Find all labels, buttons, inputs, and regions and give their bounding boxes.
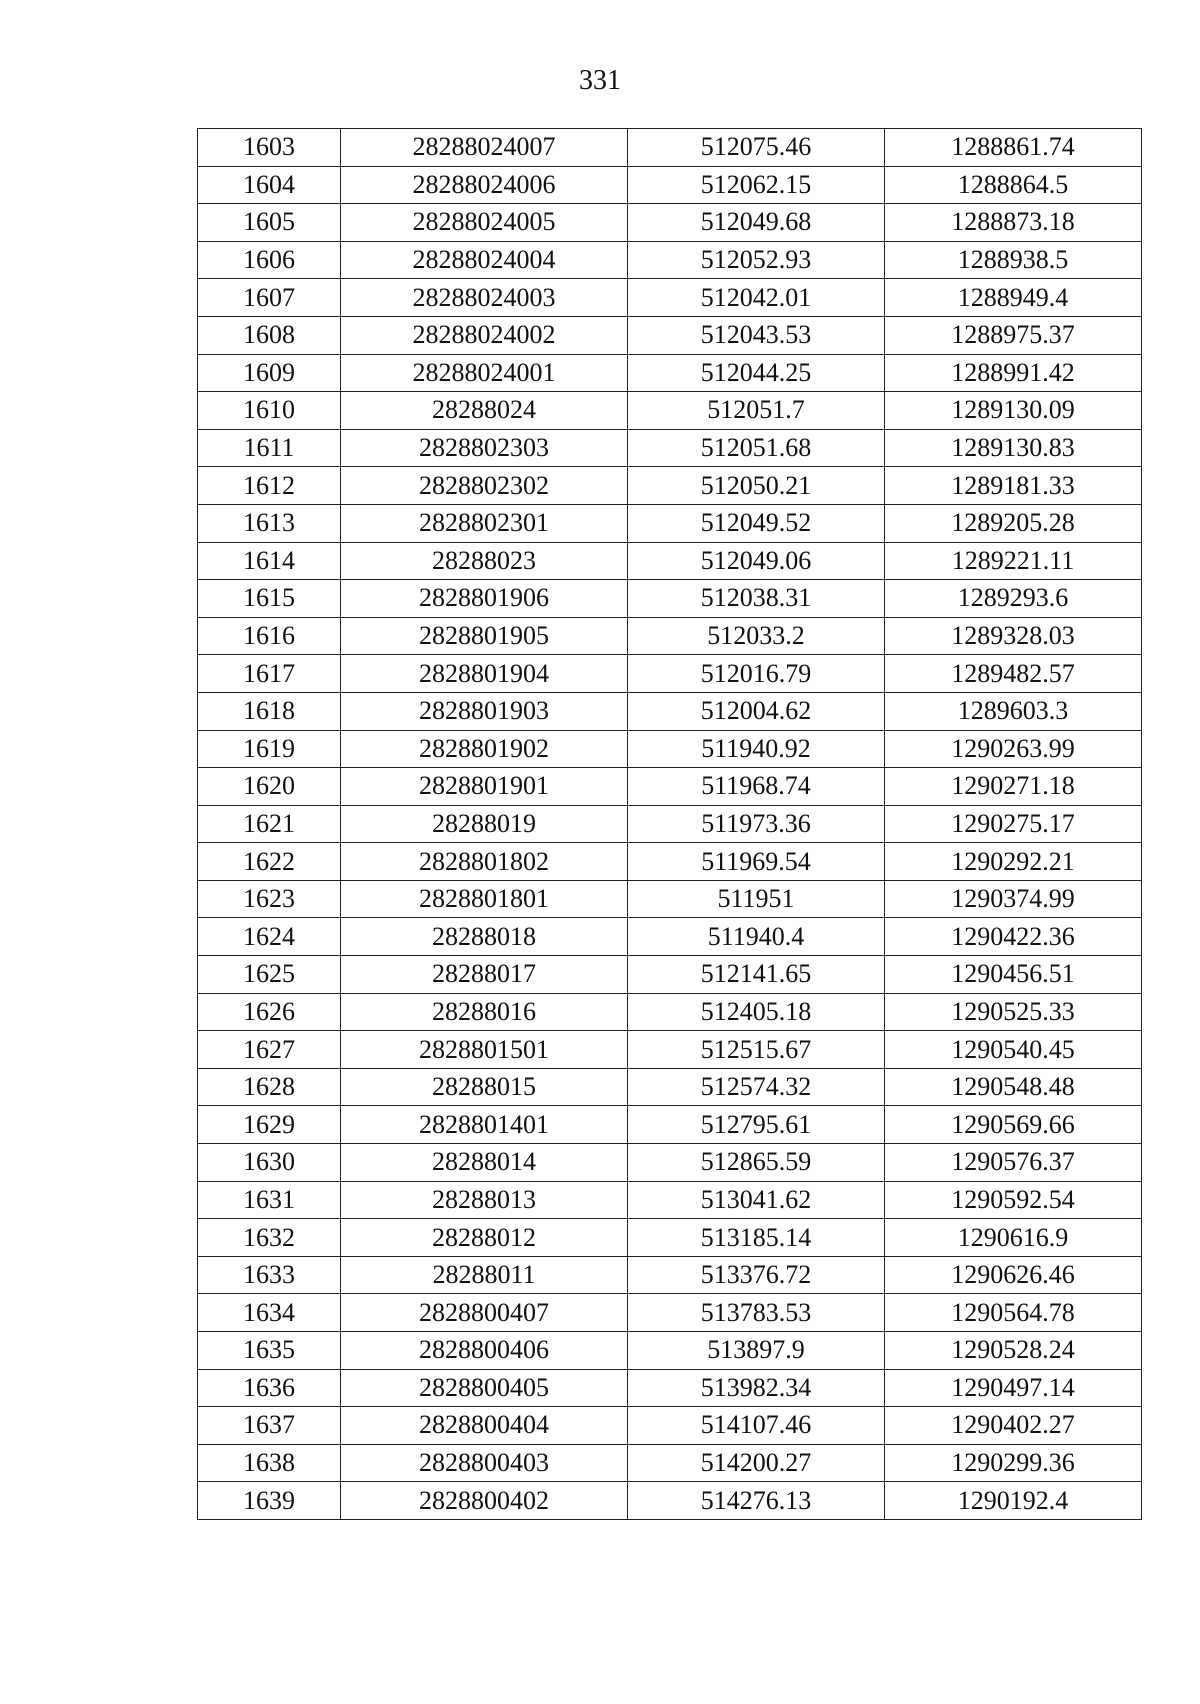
point-number-cell: 1626 [198, 993, 341, 1031]
table-row [198, 1106, 1142, 1144]
y-coordinate-cell: 1290540.45 [885, 1031, 1142, 1069]
page-number: 331 [579, 65, 621, 96]
x-coordinate-cell: 512038.31 [628, 580, 885, 618]
x-coordinate-cell: 512075.46 [628, 129, 885, 167]
table-row [198, 354, 1142, 392]
table-row [198, 542, 1142, 580]
y-coordinate-cell: 1289221.11 [885, 542, 1142, 580]
x-coordinate-cell: 511968.74 [628, 768, 885, 806]
x-coordinate-cell: 512405.18 [628, 993, 885, 1031]
x-coordinate-cell: 512004.62 [628, 692, 885, 730]
point-number-cell: 1607 [198, 279, 341, 317]
x-coordinate-cell: 512049.68 [628, 204, 885, 242]
point-number-cell: 1628 [198, 1068, 341, 1106]
table-row [198, 843, 1142, 881]
point-number-cell: 1612 [198, 467, 341, 505]
y-coordinate-cell: 1290422.36 [885, 918, 1142, 956]
table-row [198, 993, 1142, 1031]
point-id-cell: 2828802302 [341, 467, 628, 505]
point-number-cell: 1629 [198, 1106, 341, 1144]
point-id-cell: 28288024004 [341, 241, 628, 279]
point-number-cell: 1630 [198, 1144, 341, 1182]
point-id-cell: 2828800407 [341, 1294, 628, 1332]
point-id-cell: 28288024003 [341, 279, 628, 317]
point-id-cell: 2828800402 [341, 1482, 628, 1520]
point-id-cell: 2828800406 [341, 1332, 628, 1370]
y-coordinate-cell: 1290626.46 [885, 1256, 1142, 1294]
y-coordinate-cell: 1289181.33 [885, 467, 1142, 505]
point-id-cell: 2828802303 [341, 429, 628, 467]
point-number-cell: 1604 [198, 166, 341, 204]
table-row [198, 429, 1142, 467]
x-coordinate-cell: 511951 [628, 880, 885, 918]
point-number-cell: 1619 [198, 730, 341, 768]
point-id-cell: 2828801802 [341, 843, 628, 881]
point-id-cell: 28288024005 [341, 204, 628, 242]
table-row [198, 918, 1142, 956]
x-coordinate-cell: 511973.36 [628, 805, 885, 843]
point-number-cell: 1625 [198, 956, 341, 994]
x-coordinate-cell: 512049.52 [628, 504, 885, 542]
point-number-cell: 1624 [198, 918, 341, 956]
y-coordinate-cell: 1288949.4 [885, 279, 1142, 317]
table-row [198, 467, 1142, 505]
y-coordinate-cell: 1290263.99 [885, 730, 1142, 768]
y-coordinate-cell: 1290275.17 [885, 805, 1142, 843]
table-row [198, 692, 1142, 730]
point-id-cell: 28288019 [341, 805, 628, 843]
point-number-cell: 1605 [198, 204, 341, 242]
y-coordinate-cell: 1289603.3 [885, 692, 1142, 730]
table-row [198, 1444, 1142, 1482]
point-number-cell: 1639 [198, 1482, 341, 1520]
table-row [198, 241, 1142, 279]
y-coordinate-cell: 1288975.37 [885, 316, 1142, 354]
point-id-cell: 28288016 [341, 993, 628, 1031]
y-coordinate-cell: 1290299.36 [885, 1444, 1142, 1482]
coordinates-table [197, 128, 1142, 1520]
point-number-cell: 1627 [198, 1031, 341, 1069]
x-coordinate-cell: 512051.7 [628, 392, 885, 430]
point-number-cell: 1614 [198, 542, 341, 580]
table-row [198, 1407, 1142, 1445]
point-number-cell: 1620 [198, 768, 341, 806]
y-coordinate-cell: 1290292.21 [885, 843, 1142, 881]
table-row [198, 1294, 1142, 1332]
point-number-cell: 1638 [198, 1444, 341, 1482]
point-number-cell: 1609 [198, 354, 341, 392]
y-coordinate-cell: 1288938.5 [885, 241, 1142, 279]
y-coordinate-cell: 1290569.66 [885, 1106, 1142, 1144]
point-id-cell: 2828801905 [341, 617, 628, 655]
x-coordinate-cell: 512795.61 [628, 1106, 885, 1144]
x-coordinate-cell: 512865.59 [628, 1144, 885, 1182]
y-coordinate-cell: 1288861.74 [885, 129, 1142, 167]
x-coordinate-cell: 512044.25 [628, 354, 885, 392]
point-id-cell: 2828800403 [341, 1444, 628, 1482]
y-coordinate-cell: 1290616.9 [885, 1219, 1142, 1257]
point-number-cell: 1617 [198, 655, 341, 693]
point-id-cell: 2828802301 [341, 504, 628, 542]
x-coordinate-cell: 512062.15 [628, 166, 885, 204]
table-row [198, 504, 1142, 542]
x-coordinate-cell: 513783.53 [628, 1294, 885, 1332]
y-coordinate-cell: 1289482.57 [885, 655, 1142, 693]
point-number-cell: 1618 [198, 692, 341, 730]
x-coordinate-cell: 513185.14 [628, 1219, 885, 1257]
x-coordinate-cell: 512574.32 [628, 1068, 885, 1106]
point-number-cell: 1636 [198, 1369, 341, 1407]
point-id-cell: 28288024006 [341, 166, 628, 204]
x-coordinate-cell: 512042.01 [628, 279, 885, 317]
y-coordinate-cell: 1290564.78 [885, 1294, 1142, 1332]
x-coordinate-cell: 514200.27 [628, 1444, 885, 1482]
table-row [198, 880, 1142, 918]
table-row [198, 1219, 1142, 1257]
point-id-cell: 28288015 [341, 1068, 628, 1106]
point-id-cell: 2828801501 [341, 1031, 628, 1069]
point-id-cell: 28288024002 [341, 316, 628, 354]
y-coordinate-cell: 1290548.48 [885, 1068, 1142, 1106]
y-coordinate-cell: 1290374.99 [885, 880, 1142, 918]
y-coordinate-cell: 1288991.42 [885, 354, 1142, 392]
table-row [198, 655, 1142, 693]
point-id-cell: 2828801901 [341, 768, 628, 806]
table-row [198, 730, 1142, 768]
y-coordinate-cell: 1290192.4 [885, 1482, 1142, 1520]
table-row [198, 316, 1142, 354]
table-row [198, 580, 1142, 618]
x-coordinate-cell: 512051.68 [628, 429, 885, 467]
table-row [198, 1256, 1142, 1294]
point-id-cell: 28288011 [341, 1256, 628, 1294]
x-coordinate-cell: 513897.9 [628, 1332, 885, 1370]
point-id-cell: 2828801904 [341, 655, 628, 693]
point-id-cell: 2828801906 [341, 580, 628, 618]
point-number-cell: 1631 [198, 1181, 341, 1219]
point-id-cell: 28288023 [341, 542, 628, 580]
table-row [198, 392, 1142, 430]
point-number-cell: 1611 [198, 429, 341, 467]
y-coordinate-cell: 1290576.37 [885, 1144, 1142, 1182]
point-number-cell: 1603 [198, 129, 341, 167]
y-coordinate-cell: 1290271.18 [885, 768, 1142, 806]
point-number-cell: 1615 [198, 580, 341, 618]
point-number-cell: 1606 [198, 241, 341, 279]
x-coordinate-cell: 512052.93 [628, 241, 885, 279]
table-row [198, 956, 1142, 994]
x-coordinate-cell: 512016.79 [628, 655, 885, 693]
point-number-cell: 1608 [198, 316, 341, 354]
point-id-cell: 28288014 [341, 1144, 628, 1182]
table-row [198, 1144, 1142, 1182]
point-number-cell: 1623 [198, 880, 341, 918]
table-row [198, 1482, 1142, 1520]
y-coordinate-cell: 1290497.14 [885, 1369, 1142, 1407]
point-number-cell: 1632 [198, 1219, 341, 1257]
table-row [198, 805, 1142, 843]
point-id-cell: 2828801801 [341, 880, 628, 918]
x-coordinate-cell: 511969.54 [628, 843, 885, 881]
table-row [198, 1181, 1142, 1219]
table-row [198, 129, 1142, 167]
table-row [198, 768, 1142, 806]
point-id-cell: 28288018 [341, 918, 628, 956]
point-id-cell: 28288017 [341, 956, 628, 994]
y-coordinate-cell: 1290525.33 [885, 993, 1142, 1031]
point-number-cell: 1610 [198, 392, 341, 430]
x-coordinate-cell: 514107.46 [628, 1407, 885, 1445]
point-number-cell: 1613 [198, 504, 341, 542]
y-coordinate-cell: 1290592.54 [885, 1181, 1142, 1219]
y-coordinate-cell: 1289328.03 [885, 617, 1142, 655]
x-coordinate-cell: 512050.21 [628, 467, 885, 505]
point-number-cell: 1622 [198, 843, 341, 881]
point-id-cell: 28288013 [341, 1181, 628, 1219]
x-coordinate-cell: 513041.62 [628, 1181, 885, 1219]
table-row [198, 279, 1142, 317]
x-coordinate-cell: 513376.72 [628, 1256, 885, 1294]
x-coordinate-cell: 511940.4 [628, 918, 885, 956]
y-coordinate-cell: 1290402.27 [885, 1407, 1142, 1445]
y-coordinate-cell: 1289293.6 [885, 580, 1142, 618]
y-coordinate-cell: 1289130.83 [885, 429, 1142, 467]
point-number-cell: 1634 [198, 1294, 341, 1332]
table-row [198, 1332, 1142, 1370]
point-number-cell: 1637 [198, 1407, 341, 1445]
x-coordinate-cell: 513982.34 [628, 1369, 885, 1407]
point-number-cell: 1621 [198, 805, 341, 843]
table-row [198, 1369, 1142, 1407]
y-coordinate-cell: 1288864.5 [885, 166, 1142, 204]
x-coordinate-cell: 512141.65 [628, 956, 885, 994]
point-number-cell: 1635 [198, 1332, 341, 1370]
x-coordinate-cell: 511940.92 [628, 730, 885, 768]
table-row [198, 166, 1142, 204]
y-coordinate-cell: 1289205.28 [885, 504, 1142, 542]
point-id-cell: 2828801902 [341, 730, 628, 768]
table-row [198, 204, 1142, 242]
y-coordinate-cell: 1289130.09 [885, 392, 1142, 430]
y-coordinate-cell: 1290456.51 [885, 956, 1142, 994]
x-coordinate-cell: 512043.53 [628, 316, 885, 354]
table-row [198, 1068, 1142, 1106]
point-id-cell: 2828800404 [341, 1407, 628, 1445]
point-id-cell: 28288012 [341, 1219, 628, 1257]
point-id-cell: 28288024007 [341, 129, 628, 167]
point-number-cell: 1633 [198, 1256, 341, 1294]
table-row [198, 1031, 1142, 1069]
x-coordinate-cell: 512033.2 [628, 617, 885, 655]
y-coordinate-cell: 1290528.24 [885, 1332, 1142, 1370]
x-coordinate-cell: 512049.06 [628, 542, 885, 580]
point-id-cell: 28288024 [341, 392, 628, 430]
point-id-cell: 2828800405 [341, 1369, 628, 1407]
table-row [198, 617, 1142, 655]
table-body [198, 129, 1142, 1520]
point-number-cell: 1616 [198, 617, 341, 655]
x-coordinate-cell: 514276.13 [628, 1482, 885, 1520]
point-id-cell: 2828801401 [341, 1106, 628, 1144]
point-id-cell: 2828801903 [341, 692, 628, 730]
x-coordinate-cell: 512515.67 [628, 1031, 885, 1069]
y-coordinate-cell: 1288873.18 [885, 204, 1142, 242]
point-id-cell: 28288024001 [341, 354, 628, 392]
